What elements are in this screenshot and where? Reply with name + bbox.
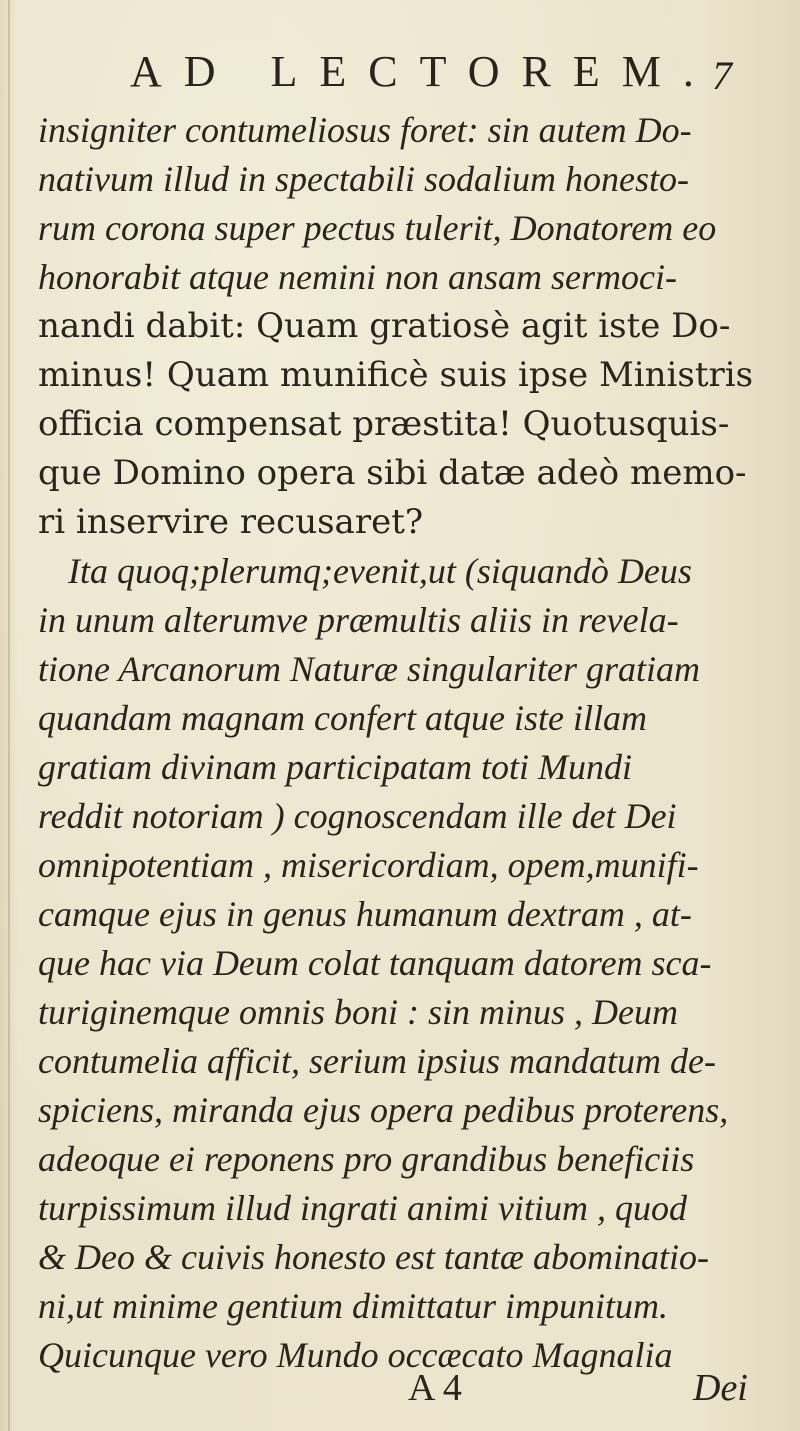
page-footer <box>38 1360 778 1416</box>
text-line: quandam magnam confert atque iste illam <box>38 698 647 738</box>
text-line: camque ejus in genus humanum dextram , at- <box>38 894 692 934</box>
text-line: omnipotentiam , misericordiam, opem,munifi- <box>38 845 699 885</box>
page-number: 7 <box>712 53 732 98</box>
text-line: minus! Quam munificè suis ipse Ministris <box>38 355 754 395</box>
text-line: rum corona super pectus tulerit, Donatorem eo <box>38 208 717 248</box>
text-line: tione Arcanorum Naturæ singulariter gratiam <box>38 649 701 689</box>
text-line: officia compensat præstita! Quotusquis- <box>38 404 730 444</box>
text-line: ni,ut minime gentium dimittatur impunitum. <box>38 1286 668 1326</box>
text-line: spiciens, miranda ejus opera pedibus proterens, <box>38 1090 729 1130</box>
text-line: Ita quoq;plerumq;evenit,ut (siquandò Deus <box>68 551 692 591</box>
text-line: nandi dabit: Quam gratiosè agit iste Do- <box>38 306 731 346</box>
text-line: que Domino opera sibi datæ adeò memo- <box>38 453 747 493</box>
text-line: insigniter contumeliosus foret: sin autem Do- <box>38 110 692 150</box>
signature-mark: A 4 <box>408 1367 462 1409</box>
text-line: & Deo & cuivis honesto est tantæ abominatio- <box>38 1237 709 1277</box>
page-text <box>38 106 778 1380</box>
text-line: honorabit atque nemini non ansam sermoci- <box>38 257 677 297</box>
text-line: Quicunque vero Mundo occæcato Magnalia <box>38 1335 673 1375</box>
text-line: contumelia afficit, serium ipsius mandatum de- <box>38 1041 716 1081</box>
text-line: gratiam divinam participatam toti Mundi <box>38 747 632 787</box>
text-line: in unum alterumve præmultis aliis in revela- <box>38 600 679 640</box>
text-line: turiginemque omnis boni : sin minus , Deum <box>38 992 678 1032</box>
text-line: adeoque ei reponens pro grandibus beneficiis <box>38 1139 695 1179</box>
text-line: ri inservire recusaret? <box>38 502 424 542</box>
text-line: reddit notoriam ) cognoscendam ille det Dei <box>38 796 677 836</box>
text-line: que hac via Deum colat tanquam datorem sca- <box>38 943 712 983</box>
text-line: turpissimum illud ingrati animi vitium , quod <box>38 1188 688 1228</box>
catchword: Dei <box>693 1367 748 1409</box>
page-edge <box>8 0 10 1431</box>
text-line: nativum illud in spectabili sodalium honesto- <box>38 159 689 199</box>
running-title: AD LECTOREM. <box>130 47 716 96</box>
